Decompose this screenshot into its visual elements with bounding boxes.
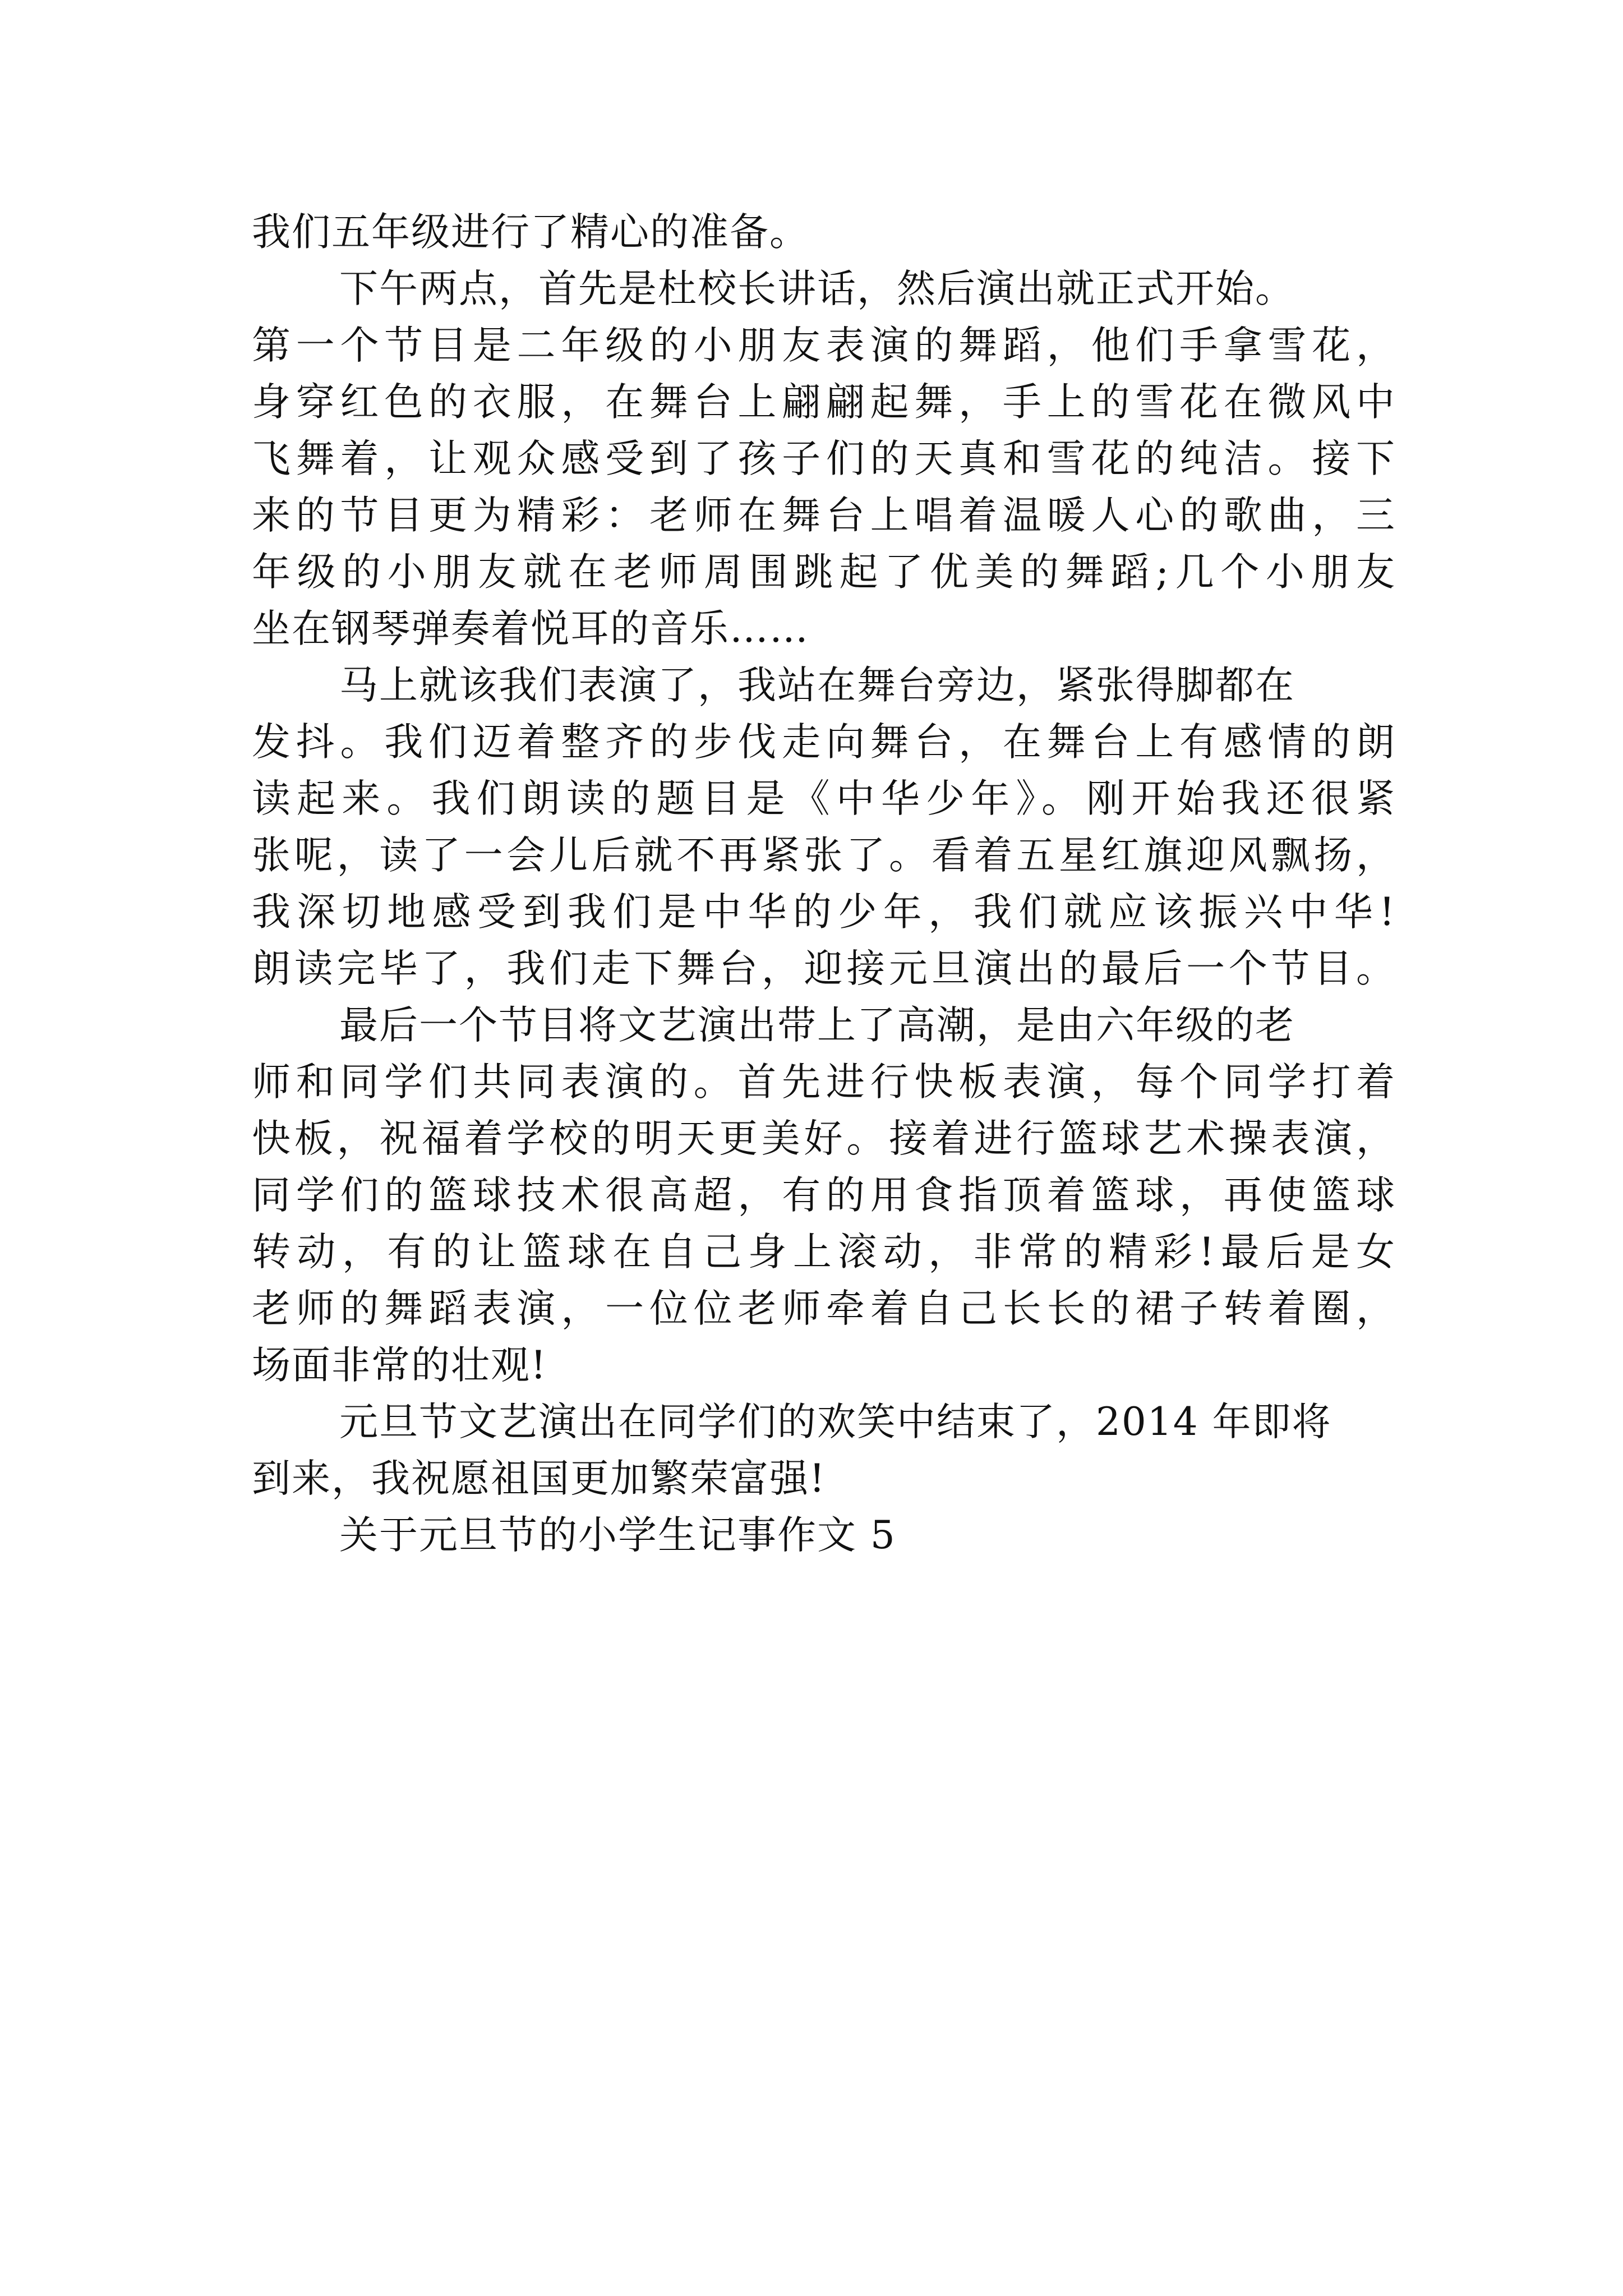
text-line: 转动，有的让篮球在自己身上滚动，非常的精彩!最后是女	[252, 1230, 1396, 1274]
paragraph-conclusion	[252, 1394, 1396, 1507]
text-line: 我深切地感受到我们是中华的少年，我们就应该振兴中华!	[252, 890, 1396, 935]
text-line: 坐在钢琴弹奏着悦耳的音乐……	[252, 606, 809, 651]
document-body	[252, 204, 1396, 1564]
text-line: 飞舞着，让观众感受到了孩子们的天真和雪花的纯洁。接下	[252, 436, 1396, 481]
text-line: 元旦节文艺演出在同学们的欢笑中结束了，2014 年即将	[339, 1400, 1332, 1444]
text-line: 快板，祝福着学校的明天更美好。接着进行篮球艺术操表演，	[252, 1116, 1396, 1161]
text-line: 老师的舞蹈表演，一位位老师牵着自己长长的裙子转着圈，	[252, 1286, 1396, 1331]
text-line: 来的节目更为精彩：老师在舞台上唱着温暖人心的歌曲，三	[252, 493, 1396, 538]
text-line: 我们五年级进行了精心的准备。	[252, 210, 809, 255]
text-line: 发抖。我们迈着整齐的步伐走向舞台，在舞台上有感情的朗	[252, 720, 1396, 765]
text-line: 最后一个节目将文艺演出带上了高潮，是由六年级的老	[339, 1003, 1295, 1048]
article-heading	[252, 1507, 1396, 1564]
paragraph-performance-start	[252, 261, 1396, 657]
text-line: 张呢，读了一会儿后就不再紧张了。看着五星红旗迎风飘扬，	[252, 833, 1396, 878]
paragraph-final-program	[252, 997, 1396, 1394]
text-line: 师和同学们共同表演的。首先进行快板表演，每个同学打着	[252, 1060, 1396, 1105]
text-line: 马上就该我们表演了，我站在舞台旁边，紧张得脚都在	[339, 663, 1295, 708]
text-line: 读起来。我们朗读的题目是《中华少年》。刚开始我还很紧	[252, 776, 1396, 821]
text-line: 同学们的篮球技术很高超，有的用食指顶着篮球，再使篮球	[252, 1173, 1396, 1218]
text-line: 身穿红色的衣服，在舞台上翩翩起舞，手上的雪花在微风中	[252, 380, 1396, 425]
text-line: 下午两点，首先是杜校长讲话，然后演出就正式开始。	[339, 266, 1295, 311]
text-line: 朗读完毕了，我们走下舞台，迎接元旦演出的最后一个节目。	[252, 946, 1396, 991]
paragraph-our-reading	[252, 657, 1396, 997]
text-line: 第一个节目是二年级的小朋友表演的舞蹈，他们手拿雪花，	[252, 323, 1396, 368]
text-line: 场面非常的壮观!	[252, 1343, 547, 1388]
text-line: 年级的小朋友就在老师周围跳起了优美的舞蹈;几个小朋友	[252, 550, 1396, 595]
text-line: 关于元旦节的小学生记事作文 5	[339, 1513, 896, 1558]
text-line: 到来，我祝愿祖国更加繁荣富强!	[252, 1456, 826, 1501]
paragraph-continuation	[252, 204, 1396, 261]
